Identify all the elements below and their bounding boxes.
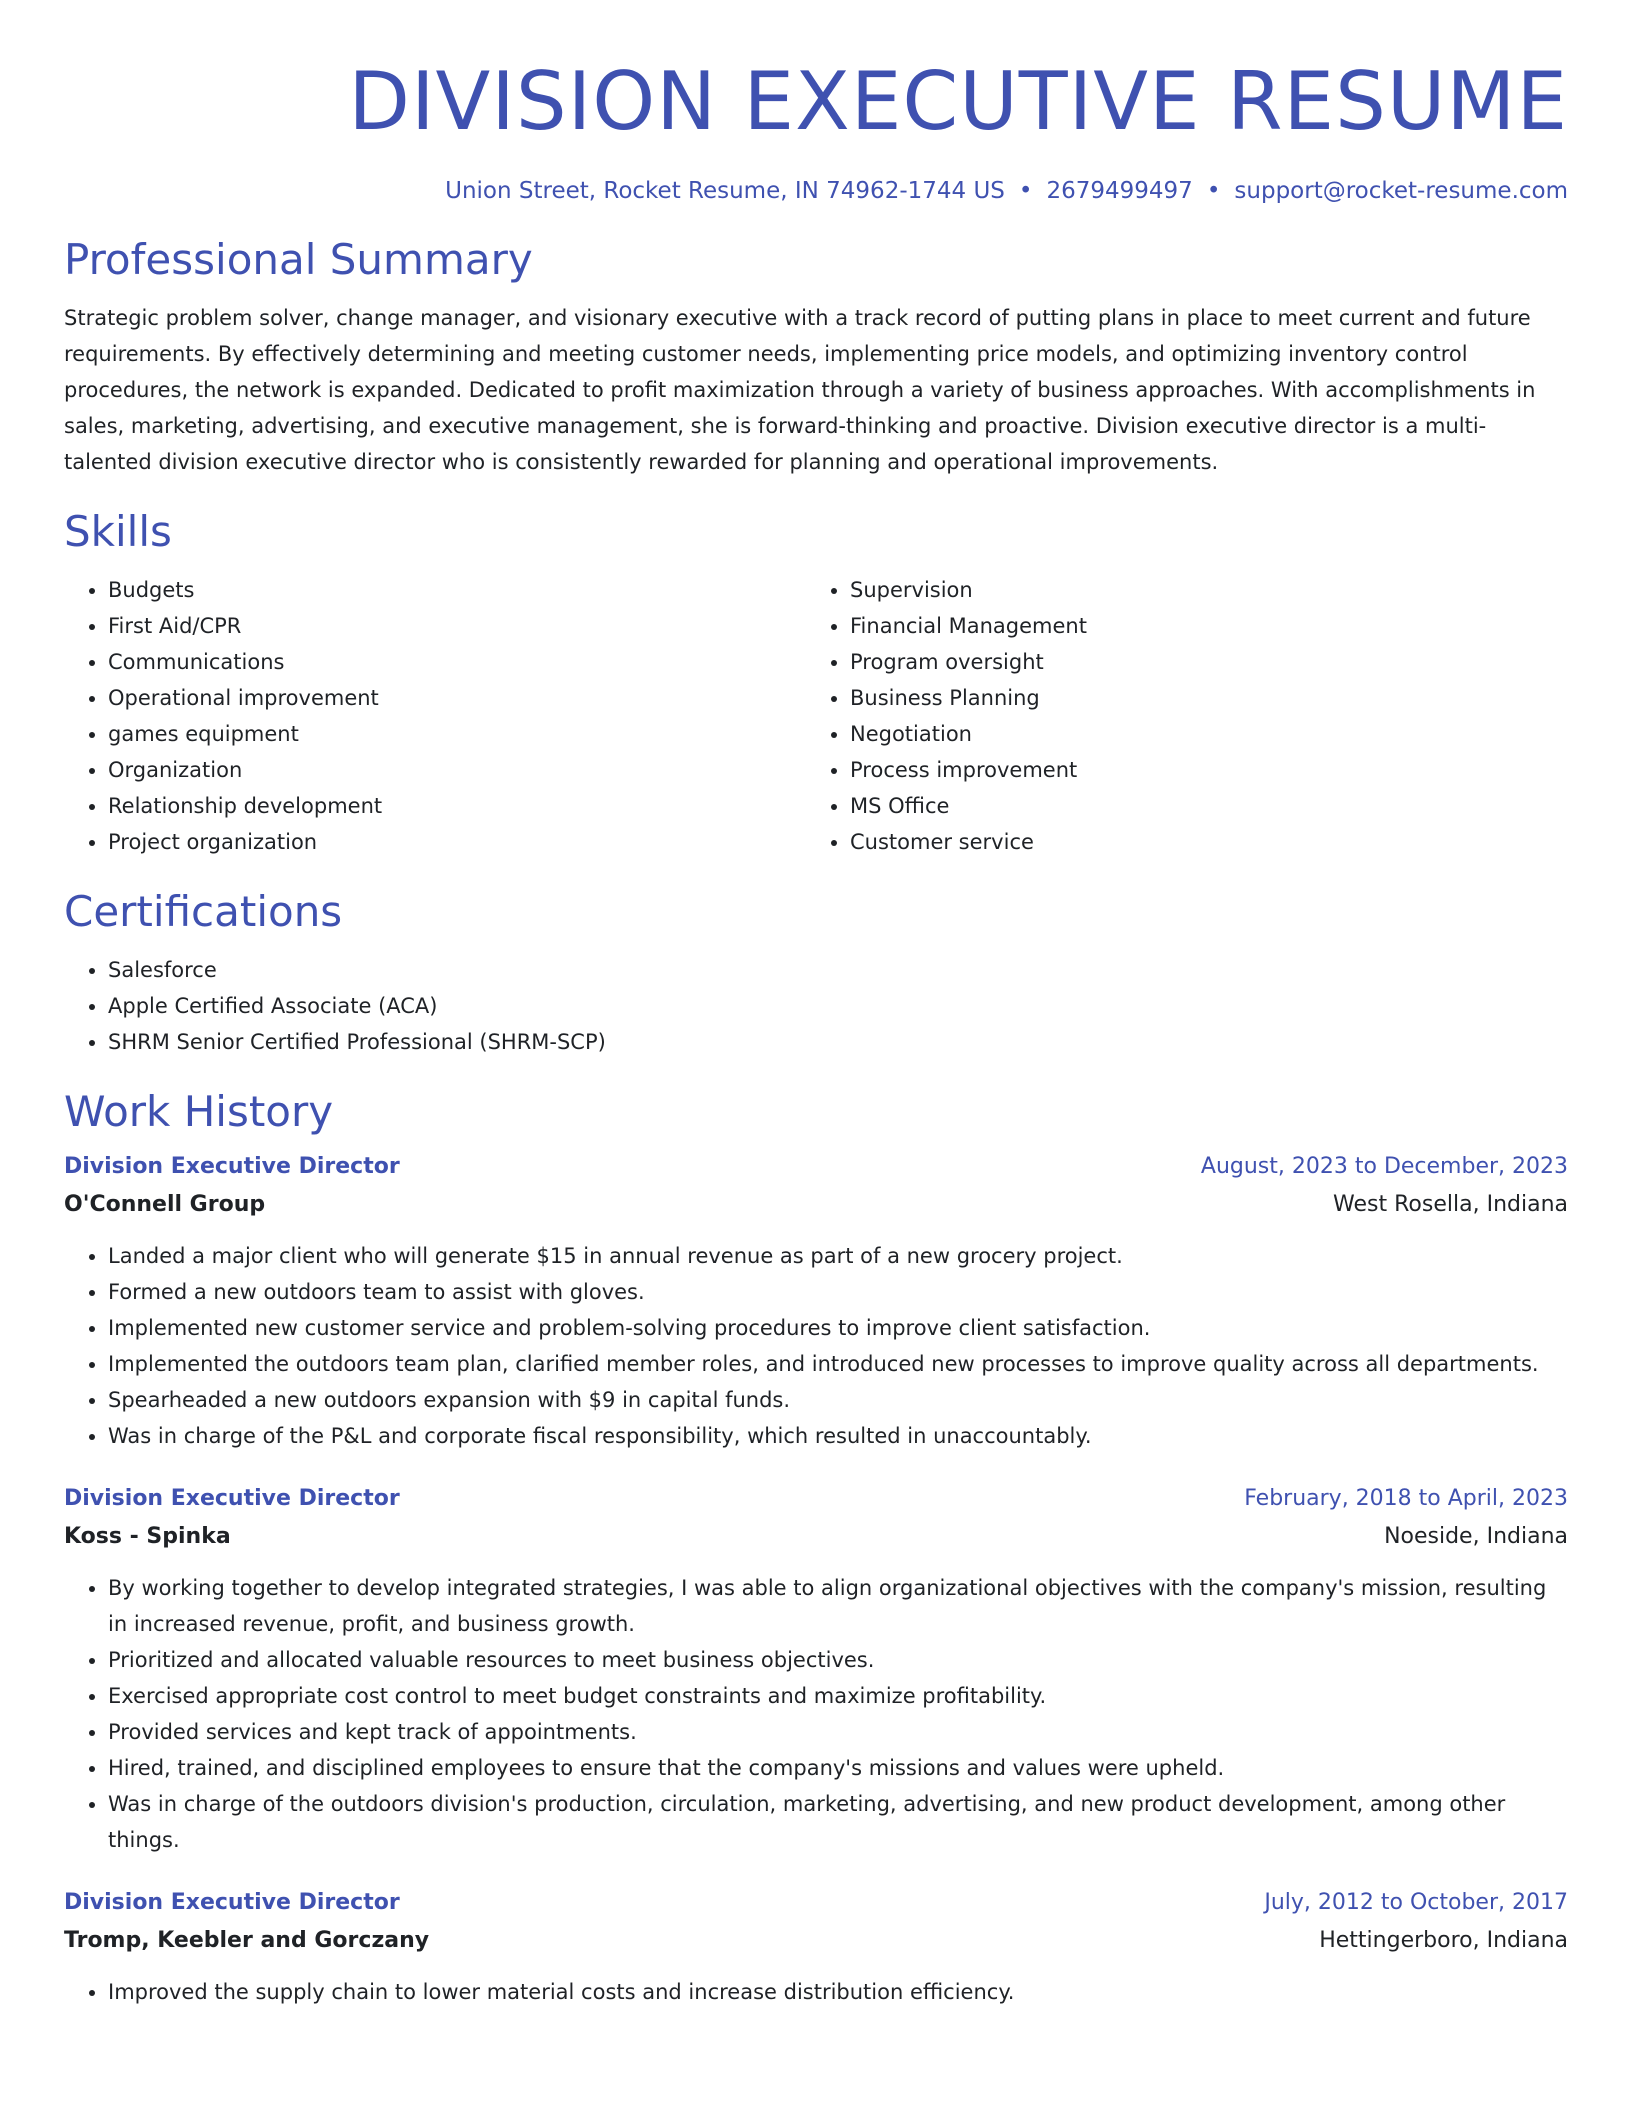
resume-title: DIVISION EXECUTIVE RESUME bbox=[348, 55, 1568, 148]
section-title-summary: Professional Summary bbox=[64, 235, 533, 284]
job-bullet: • Was in charge of the outdoors division's production, circulation, marketing, advertising, and new product development, among other things. bbox=[108, 1786, 1568, 1858]
skills-section bbox=[64, 506, 1568, 860]
job-title: Division Executive Director bbox=[64, 1154, 400, 1179]
job-entry bbox=[64, 1148, 1568, 1454]
contact-line bbox=[64, 176, 1568, 206]
summary-text: Strategic problem solver, change manager, and visionary executive with a track record of putting plans in place to meet current and future requirements. By effectively determining and meeting customer needs, implementing price models, and optimizing inventory control procedures, the network is expanded. Dedicated to profit maximization through a variety of business approaches. With accomplishments in sales, marketing, advertising, and executive management, she is forward-thinking and proactive. Division executive director is a multi-talented division executive director who is consistently rewarded for planning and operational improvements. bbox=[64, 306, 1536, 474]
skills-list-right bbox=[806, 572, 1568, 860]
job-bullet: • Provided services and kept track of appointments. bbox=[108, 1714, 1568, 1750]
job-bullet: • Hired, trained, and disciplined employees to ensure that the company's missions and values were upheld. bbox=[108, 1750, 1568, 1786]
job-title-row bbox=[64, 1480, 1568, 1518]
skill-item: • games equipment bbox=[108, 716, 806, 752]
contact-separator: • bbox=[1206, 178, 1221, 204]
skills-grid bbox=[64, 572, 1568, 860]
job-company-row bbox=[64, 1922, 1568, 1960]
job-bullets bbox=[64, 1570, 1568, 1858]
job-title-row bbox=[64, 1148, 1568, 1186]
job-bullet: • Implemented new customer service and problem-solving procedures to improve client satisfaction. bbox=[108, 1310, 1568, 1346]
job-bullet: • Was in charge of the P&L and corporate fiscal responsibility, which resulted in unaccountably. bbox=[108, 1418, 1568, 1454]
job-title: Division Executive Director bbox=[64, 1486, 400, 1511]
job-location: Hettingerboro, Indiana bbox=[1319, 1928, 1568, 1953]
contact-email[interactable]: support@rocket-resume.com bbox=[1234, 178, 1568, 204]
certifications-list bbox=[64, 952, 1568, 1060]
skill-item: • Relationship development bbox=[108, 788, 806, 824]
skill-item: • Program oversight bbox=[850, 644, 1568, 680]
job-bullets bbox=[64, 1238, 1568, 1454]
job-bullet: • Prioritized and allocated valuable resources to meet business objectives. bbox=[108, 1642, 1568, 1678]
skill-item: • First Aid/CPR bbox=[108, 608, 806, 644]
contact-address: Union Street, Rocket Resume, IN 74962-1744 US bbox=[445, 178, 1005, 204]
job-title: Division Executive Director bbox=[64, 1890, 400, 1915]
job-dates: August, 2023 to December, 2023 bbox=[1200, 1154, 1568, 1179]
job-company-row bbox=[64, 1186, 1568, 1224]
job-bullet: • Exercised appropriate cost control to meet budget constraints and maximize profitability. bbox=[108, 1678, 1568, 1714]
skill-item: • Process improvement bbox=[850, 752, 1568, 788]
job-title-row bbox=[64, 1884, 1568, 1922]
certification-item: • SHRM Senior Certified Professional (SHRM-SCP) bbox=[108, 1024, 1568, 1060]
job-bullet: • By working together to develop integrated strategies, I was able to align organizational objectives with the company's mission, resulting in increased revenue, profit, and business growth. bbox=[108, 1570, 1568, 1642]
section-title-certifications: Certifications bbox=[64, 887, 343, 936]
job-dates: July, 2012 to October, 2017 bbox=[1264, 1890, 1568, 1915]
section-title-skills: Skills bbox=[64, 507, 172, 556]
job-company: Tromp, Keebler and Gorczany bbox=[64, 1928, 430, 1953]
job-dates: February, 2018 to April, 2023 bbox=[1244, 1486, 1568, 1511]
job-company: O'Connell Group bbox=[64, 1192, 266, 1217]
job-bullet: • Improved the supply chain to lower material costs and increase distribution efficiency. bbox=[108, 1974, 1568, 2010]
job-bullet: • Implemented the outdoors team plan, clarified member roles, and introduced new processes to improve quality across all departments. bbox=[108, 1346, 1568, 1382]
skill-item: • MS Office bbox=[850, 788, 1568, 824]
job-entry bbox=[64, 1480, 1568, 1858]
skill-item: • Organization bbox=[108, 752, 806, 788]
work-section bbox=[64, 1086, 1568, 2010]
skill-item: • Budgets bbox=[108, 572, 806, 608]
job-bullet: • Landed a major client who will generate $15 in annual revenue as part of a new grocery project. bbox=[108, 1238, 1568, 1274]
job-location: Noeside, Indiana bbox=[1384, 1524, 1568, 1549]
skill-item: • Negotiation bbox=[850, 716, 1568, 752]
skill-item: • Customer service bbox=[850, 824, 1568, 860]
job-company-row bbox=[64, 1518, 1568, 1556]
resume-header bbox=[64, 0, 1568, 206]
contact-phone: 2679499497 bbox=[1046, 178, 1193, 204]
skill-item: • Communications bbox=[108, 644, 806, 680]
skills-list-left bbox=[64, 572, 806, 860]
certifications-section bbox=[64, 886, 1568, 1060]
contact-separator: • bbox=[1018, 178, 1033, 204]
job-bullet: • Spearheaded a new outdoors expansion with $9 in capital funds. bbox=[108, 1382, 1568, 1418]
certification-item: • Salesforce bbox=[108, 952, 1568, 988]
skill-item: • Operational improvement bbox=[108, 680, 806, 716]
job-location: West Rosella, Indiana bbox=[1333, 1192, 1568, 1217]
job-bullet: • Formed a new outdoors team to assist with gloves. bbox=[108, 1274, 1568, 1310]
certification-item: • Apple Certified Associate (ACA) bbox=[108, 988, 1568, 1024]
skill-item: • Financial Management bbox=[850, 608, 1568, 644]
job-entry bbox=[64, 1884, 1568, 2010]
skill-item: • Project organization bbox=[108, 824, 806, 860]
job-bullets bbox=[64, 1974, 1568, 2010]
skill-item: • Supervision bbox=[850, 572, 1568, 608]
skill-item: • Business Planning bbox=[850, 680, 1568, 716]
job-company: Koss - Spinka bbox=[64, 1524, 231, 1549]
section-title-work: Work History bbox=[64, 1087, 334, 1136]
summary-section bbox=[64, 234, 1568, 480]
